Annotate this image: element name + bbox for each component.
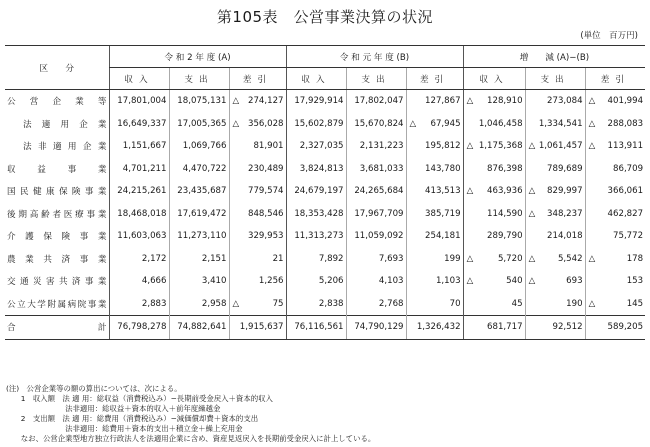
table-cell — [286, 316, 346, 340]
cell-value: 7,892 — [318, 253, 344, 264]
table-cell — [109, 203, 169, 226]
table-cell — [463, 135, 525, 158]
cell-value: 2,172 — [141, 253, 167, 264]
cell-value: 2,151 — [201, 253, 227, 264]
table-row — [5, 158, 645, 181]
table-cell — [525, 270, 585, 293]
table-cell — [463, 316, 525, 340]
cell-value: 5,542 — [557, 253, 583, 264]
table-cell — [229, 316, 286, 340]
table-cell — [229, 135, 286, 158]
table-cell — [286, 248, 346, 271]
row-label: 公立大学附属病院事業 — [7, 299, 107, 310]
negative-mark: △ — [466, 141, 474, 152]
table-cell — [109, 316, 169, 340]
table-cell — [525, 248, 585, 271]
row-label: 法適用企業 — [23, 119, 107, 130]
sub-header: 収入 — [463, 68, 525, 90]
table-cell — [406, 113, 463, 136]
table-cell — [406, 158, 463, 181]
table-cell — [109, 135, 169, 158]
row-label: 農業共済事業 — [7, 254, 107, 265]
table-cell — [229, 158, 286, 181]
cell-value: 1,069,766 — [182, 141, 227, 152]
table-cell — [585, 135, 645, 158]
cell-value: 199 — [444, 253, 461, 264]
cell-value: 2,327,035 — [299, 141, 344, 152]
cell-value: 848,546 — [247, 208, 284, 219]
table-cell — [406, 203, 463, 226]
cell-value: 190 — [566, 298, 583, 309]
cell-value: 18,075,131 — [177, 96, 227, 107]
total-row — [5, 316, 645, 340]
table-row — [5, 203, 645, 226]
cell-value: 1,175,368 — [478, 141, 523, 152]
table-cell — [406, 270, 463, 293]
table-cell — [169, 293, 229, 316]
negative-mark: △ — [232, 298, 240, 309]
table-cell — [346, 270, 406, 293]
sub-header: 支出 — [525, 68, 585, 90]
table-cell — [109, 90, 169, 113]
cell-value: 11,059,092 — [354, 231, 404, 242]
table-cell — [463, 293, 525, 316]
table-cell — [525, 135, 585, 158]
cell-value: 254,181 — [425, 231, 461, 242]
cell-value: 24,265,684 — [354, 186, 404, 197]
cell-value: 2,883 — [141, 298, 167, 309]
negative-mark: △ — [528, 186, 536, 197]
cell-value: 681,717 — [487, 322, 523, 333]
cell-value: 2,131,223 — [359, 141, 404, 152]
cell-value: 178 — [626, 253, 644, 264]
row-label: 公営企業等 — [7, 97, 107, 108]
cell-value: 81,901 — [253, 141, 284, 152]
cell-value: 4,701,211 — [122, 163, 167, 174]
table-cell — [525, 90, 585, 113]
table-cell — [406, 90, 463, 113]
table-cell — [169, 135, 229, 158]
cell-value: 589,205 — [607, 322, 644, 333]
table-row — [5, 113, 645, 136]
negative-mark: △ — [232, 96, 240, 107]
table-cell — [463, 270, 525, 293]
row-label: 収益事業 — [7, 164, 107, 175]
cell-value: 2,768 — [378, 298, 404, 309]
table-cell — [463, 248, 525, 271]
sub-header: 差引 — [585, 68, 645, 90]
negative-mark: △ — [528, 276, 536, 287]
negative-mark: △ — [588, 96, 596, 107]
cell-value: 214,018 — [547, 231, 583, 242]
cell-value: 45 — [511, 298, 523, 309]
cell-value: 876,398 — [487, 163, 523, 174]
cell-value: 24,215,261 — [117, 186, 167, 197]
sub-header: 収入 — [109, 68, 169, 90]
cell-value: 1,103 — [435, 276, 461, 287]
note-line: なお、公営企業型地方独立行政法人を法適用企業に含め、資産見返戻入を長期前受金戻入に計上している。 — [6, 433, 376, 443]
cell-value: 15,602,879 — [294, 118, 344, 129]
group-header-a: 令 和 2 年 度 (A) — [109, 46, 286, 68]
cell-value: 67,945 — [430, 118, 461, 129]
cell-value: 21 — [272, 253, 284, 264]
cell-value: 289,790 — [487, 231, 523, 242]
cell-value: 3,824,813 — [299, 163, 344, 174]
cell-value: 1,256 — [258, 276, 284, 287]
table-cell — [585, 90, 645, 113]
table-cell — [346, 316, 406, 340]
note-line: 2 支出額 法 適 用：総費用（消費税込み）−減価償却費＋資本的支出 — [6, 413, 259, 423]
table-cell — [346, 158, 406, 181]
negative-mark: △ — [409, 118, 417, 129]
table-cell — [229, 293, 286, 316]
table-cell — [286, 113, 346, 136]
table-cell — [463, 203, 525, 226]
table-cell — [406, 180, 463, 203]
cell-value: 273,084 — [547, 96, 583, 107]
table-cell — [169, 225, 229, 248]
table-cell — [585, 316, 645, 340]
table-cell — [169, 180, 229, 203]
cell-value: 23,435,687 — [177, 186, 227, 197]
table-cell — [463, 90, 525, 113]
table-cell — [525, 225, 585, 248]
cell-value: 789,689 — [547, 163, 583, 174]
table-cell — [346, 135, 406, 158]
cell-value: 76,798,278 — [117, 322, 167, 333]
group-header-c: 増 減 (A)−(B) — [463, 46, 645, 68]
note-line: 1 収入額 法 適 用：総収益（消費税込み）−長期前受金戻入＋資本的収入 — [6, 393, 273, 403]
cell-value: 145 — [626, 298, 644, 309]
table-cell — [286, 270, 346, 293]
table-cell — [229, 203, 286, 226]
cell-value: 1,151,667 — [122, 141, 167, 152]
cell-value: 1,915,637 — [239, 322, 284, 333]
table-cell — [286, 135, 346, 158]
cell-value: 4,666 — [141, 276, 167, 287]
sub-header: 差引 — [229, 68, 286, 90]
cell-value: 829,997 — [547, 186, 583, 197]
cell-value: 366,061 — [607, 186, 644, 197]
table-cell — [525, 180, 585, 203]
table-cell — [463, 180, 525, 203]
table-cell — [169, 316, 229, 340]
cell-value: 15,670,824 — [354, 118, 404, 129]
table-cell — [585, 270, 645, 293]
table-cell — [525, 316, 585, 340]
table-cell — [463, 225, 525, 248]
table-cell — [585, 113, 645, 136]
cell-value: 75 — [272, 298, 284, 309]
cell-value: 413,513 — [425, 186, 461, 197]
table-cell — [169, 113, 229, 136]
cell-value: 153 — [626, 276, 644, 287]
cell-value: 17,801,004 — [117, 96, 167, 107]
table-cell — [463, 113, 525, 136]
cell-value: 16,649,337 — [117, 118, 167, 129]
table-row — [5, 225, 645, 248]
table-cell — [286, 203, 346, 226]
table-cell — [286, 293, 346, 316]
cell-value: 74,882,641 — [177, 322, 227, 333]
table-cell — [585, 203, 645, 226]
cell-value: 462,827 — [607, 208, 644, 219]
table-cell — [109, 113, 169, 136]
negative-mark: △ — [466, 253, 474, 264]
negative-mark: △ — [528, 208, 536, 219]
table-cell — [585, 180, 645, 203]
table-cell — [229, 248, 286, 271]
cell-value: 5,206 — [318, 276, 344, 287]
table-cell — [346, 113, 406, 136]
table-cell — [406, 248, 463, 271]
table-cell — [525, 158, 585, 181]
cell-value: 17,619,472 — [177, 208, 227, 219]
table-cell — [346, 90, 406, 113]
settlement-table — [5, 45, 645, 340]
cell-value: 75,772 — [613, 231, 644, 242]
note-line: (注) 公営企業等の額の算出については、次による。 — [6, 384, 182, 393]
page-title: 第105表 公営事業決算の状況 — [216, 8, 434, 26]
table-cell — [286, 225, 346, 248]
cell-value: 230,489 — [247, 163, 284, 174]
table-cell — [109, 225, 169, 248]
table-cell — [406, 225, 463, 248]
table-row — [5, 248, 645, 271]
cell-value: 18,353,428 — [294, 208, 344, 219]
cell-value: 2,958 — [201, 298, 227, 309]
cell-value: 76,116,561 — [294, 322, 344, 333]
cell-value: 693 — [566, 276, 583, 287]
cell-value: 113,911 — [607, 141, 644, 152]
cell-value: 24,679,197 — [294, 186, 344, 197]
table-cell — [463, 158, 525, 181]
cell-value: 401,994 — [607, 96, 644, 107]
cell-value: 195,812 — [425, 141, 461, 152]
table-cell — [525, 203, 585, 226]
row-label: 国民健康保険事業 — [7, 187, 107, 198]
sub-header: 差引 — [406, 68, 463, 90]
cell-value: 356,028 — [247, 118, 284, 129]
cell-value: 4,470,722 — [182, 163, 227, 174]
table-cell — [229, 113, 286, 136]
cell-value: 74,790,129 — [354, 322, 404, 333]
table-cell — [169, 248, 229, 271]
sub-header: 収入 — [286, 68, 346, 90]
cell-value: 1,046,458 — [478, 118, 523, 129]
table-cell — [346, 225, 406, 248]
cell-value: 127,867 — [425, 96, 461, 107]
negative-mark: △ — [528, 141, 536, 152]
cell-value: 2,838 — [318, 298, 344, 309]
table-cell — [109, 158, 169, 181]
cell-value: 86,709 — [613, 163, 644, 174]
table-cell — [406, 316, 463, 340]
cell-value: 92,512 — [552, 322, 583, 333]
table-cell — [525, 293, 585, 316]
cell-value: 540 — [506, 276, 523, 287]
cell-value: 17,929,914 — [294, 96, 344, 107]
cell-value: 288,083 — [607, 118, 644, 129]
table-row — [5, 270, 645, 293]
negative-mark: △ — [588, 298, 596, 309]
table-cell — [169, 158, 229, 181]
notes — [6, 384, 375, 443]
table-cell — [169, 203, 229, 226]
table-cell — [585, 293, 645, 316]
unit-label: (単位 百万円) — [580, 31, 638, 41]
table-cell — [346, 293, 406, 316]
table-cell — [286, 158, 346, 181]
table-cell — [229, 90, 286, 113]
table-cell — [346, 203, 406, 226]
row-label: 介護保険事業 — [7, 232, 107, 243]
row-label: 法非適用企業 — [23, 142, 107, 153]
cell-value: 70 — [449, 298, 461, 309]
cell-value: 463,936 — [487, 186, 523, 197]
cell-value: 11,273,110 — [177, 231, 227, 242]
cell-value: 143,780 — [425, 163, 461, 174]
sub-header: 支出 — [346, 68, 406, 90]
cell-value: 114,590 — [487, 208, 523, 219]
table-cell — [406, 135, 463, 158]
sub-header: 支出 — [169, 68, 229, 90]
cell-value: 1,326,432 — [416, 322, 461, 333]
table-cell — [109, 270, 169, 293]
table-cell — [109, 293, 169, 316]
table-cell — [109, 180, 169, 203]
cell-value: 274,127 — [247, 96, 284, 107]
table-cell — [525, 113, 585, 136]
row-label: 後期高齢者医療事業 — [7, 209, 107, 220]
negative-mark: △ — [588, 118, 596, 129]
cell-value: 7,693 — [378, 253, 404, 264]
table-cell — [109, 248, 169, 271]
negative-mark: △ — [466, 186, 474, 197]
table-cell — [169, 90, 229, 113]
negative-mark: △ — [232, 118, 240, 129]
table-cell — [585, 158, 645, 181]
cell-value: 4,103 — [378, 276, 404, 287]
cell-value: 385,719 — [425, 208, 461, 219]
table-cell — [229, 225, 286, 248]
table-cell — [346, 180, 406, 203]
table-row — [5, 180, 645, 203]
cell-value: 11,603,063 — [117, 231, 167, 242]
table-cell — [346, 248, 406, 271]
category-header: 区 分 — [5, 46, 109, 90]
negative-mark: △ — [588, 253, 596, 264]
row-label: 交通災害共済事業 — [7, 277, 107, 288]
note-line: 法非適用：総収益＋資本的収入＋前年度繰越金 — [6, 403, 221, 413]
cell-value: 17,967,709 — [354, 208, 404, 219]
cell-value: 128,910 — [487, 96, 523, 107]
table-row — [5, 90, 645, 113]
cell-value: 18,468,018 — [117, 208, 167, 219]
table-row — [5, 135, 645, 158]
table-cell — [229, 270, 286, 293]
table-row — [5, 293, 645, 316]
cell-value: 779,574 — [247, 186, 284, 197]
cell-value: 17,802,047 — [354, 96, 404, 107]
cell-value: 348,237 — [547, 208, 583, 219]
table-cell — [286, 90, 346, 113]
cell-value: 1,061,457 — [538, 141, 583, 152]
note-line: 法非適用：総費用＋資本的支出＋積立金＋繰上充用金 — [6, 423, 243, 433]
negative-mark: △ — [528, 253, 536, 264]
table-cell — [406, 293, 463, 316]
cell-value: 11,313,273 — [294, 231, 344, 242]
cell-value: 17,005,365 — [177, 118, 227, 129]
table-body — [5, 90, 645, 340]
table-cell — [585, 225, 645, 248]
negative-mark: △ — [466, 96, 474, 107]
table-cell — [585, 248, 645, 271]
group-header-b: 令 和 元 年 度 (B) — [286, 46, 463, 68]
row-label: 合 計 — [5, 316, 109, 340]
cell-value: 3,410 — [201, 276, 227, 287]
cell-value: 1,334,541 — [538, 118, 583, 129]
cell-value: 329,953 — [247, 231, 284, 242]
negative-mark: △ — [466, 276, 474, 287]
table-cell — [286, 180, 346, 203]
negative-mark: △ — [588, 141, 596, 152]
table-cell — [229, 180, 286, 203]
cell-value: 3,681,033 — [359, 163, 404, 174]
cell-value: 5,720 — [497, 253, 523, 264]
table-cell — [169, 270, 229, 293]
